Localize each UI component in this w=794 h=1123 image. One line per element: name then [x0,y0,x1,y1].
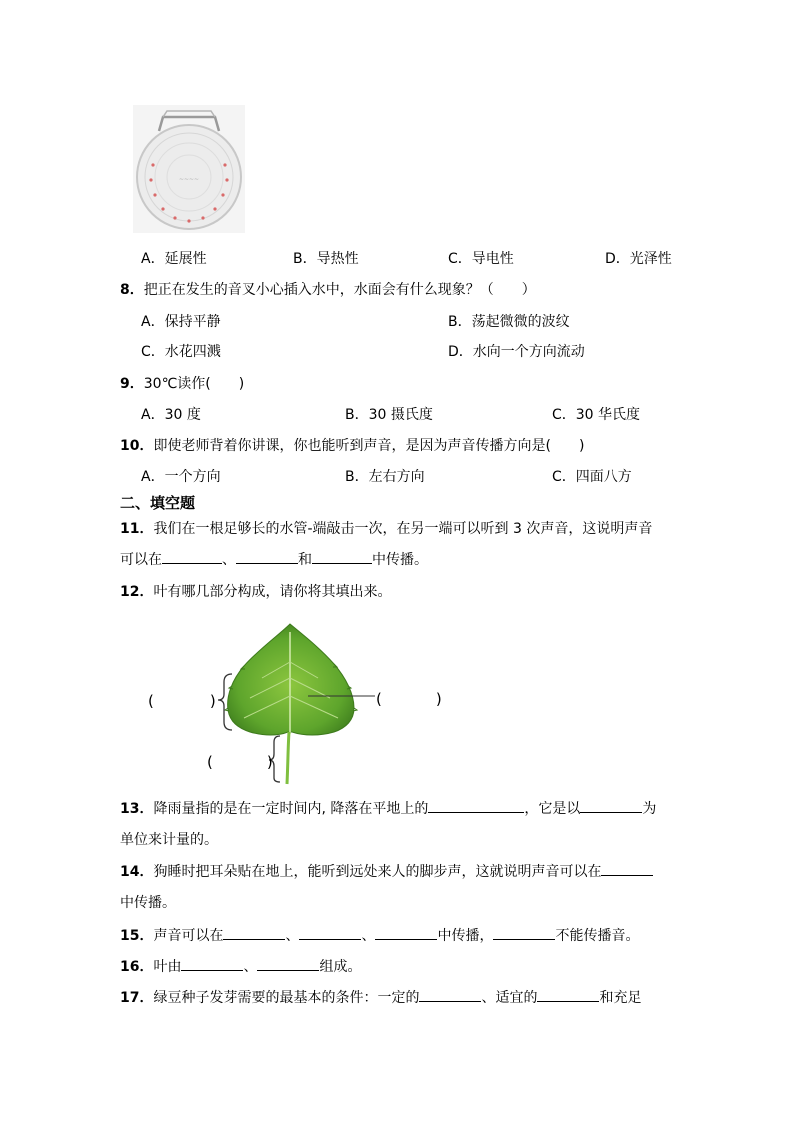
q9-option-a[interactable]: A．30 度 [141,407,201,423]
question-14-line2: 中传播。 [120,895,176,911]
q7-option-a[interactable]: A．延展性 [141,251,207,267]
answer-blank[interactable] [580,798,642,813]
question-11 [120,518,652,538]
section-title: 二、填空题 [120,494,196,512]
plate-image [133,105,245,233]
question-13-line2: 单位来计量的。 [120,832,218,848]
question-text: ，它是以 [524,801,581,817]
q10-option-c[interactable]: C．四面八方 [552,469,632,485]
blade-label-blank[interactable]: ( ) [148,692,216,710]
q8-option-b[interactable]: B．荡起微微的波纹 [448,314,570,330]
answer-blank[interactable] [162,549,222,564]
question-text: 30℃读作( ) [143,376,245,392]
question-text: 组成。 [319,959,362,975]
question-10 [120,435,584,455]
question-text: 绿豆种子发芽需要的最基本的条件：一定的 [153,990,420,1006]
question-number: 17． [120,990,154,1006]
answer-blank[interactable] [257,956,319,971]
question-text: 把正在发生的音叉小心插入水中，水面会有什么现象？（ ） [143,282,536,298]
question-text: 狗睡时把耳朵贴在地上，能听到远处来人的脚步声，这就说明声音可以在 [153,864,602,880]
question-text: 可以在 [120,552,162,568]
question-text: 中传播。 [372,552,428,568]
q10-option-a[interactable]: A．一个方向 [141,469,221,485]
question-16 [120,956,361,976]
question-text: 降雨量指的是在一定时间内, 降落在平地上的 [153,801,429,817]
question-text: 和充足 [599,990,642,1006]
question-8 [120,279,536,299]
answer-blank[interactable] [601,861,653,876]
question-number: 12． [120,584,154,600]
separator: 、 [285,928,300,944]
q7-option-b[interactable]: B．导热性 [293,251,359,267]
question-text: 声音可以在 [153,928,224,944]
answer-blank[interactable] [537,987,599,1002]
separator: 、 [222,552,236,568]
question-text: 、适宜的 [481,990,538,1006]
question-text: 叶有哪几部分构成，请你将其填出来。 [153,584,392,600]
question-11-line2 [120,549,428,569]
question-number: 14． [120,864,154,880]
answer-blank[interactable] [299,925,361,940]
question-number: 13． [120,801,154,817]
question-12 [120,581,391,601]
separator: 、 [243,959,258,975]
question-number: 15． [120,928,154,944]
q8-option-d[interactable]: D．水向一个方向流动 [448,344,585,360]
answer-blank[interactable] [181,956,243,971]
separator: 和 [298,552,312,568]
answer-blank[interactable] [375,925,437,940]
separator: 、 [361,928,376,944]
answer-blank[interactable] [236,549,298,564]
question-text: 叶由 [153,959,182,975]
question-number: 11． [120,521,154,537]
question-13 [120,798,656,818]
question-number: 9． [120,376,144,392]
question-17 [120,987,641,1007]
question-number: 10． [120,438,154,454]
answer-blank[interactable] [493,925,555,940]
q10-option-b[interactable]: B．左右方向 [345,469,425,485]
answer-blank[interactable] [419,987,481,1002]
q9-option-c[interactable]: C．30 华氏度 [552,407,641,423]
question-text: 我们在一根足够长的水管-端敲击一次，在另一端可以听到 3 次声音，这说明声音 [153,521,653,537]
question-text: 不能传播音。 [555,928,640,944]
question-number: 8． [120,282,144,298]
q9-option-b[interactable]: B．30 摄氏度 [345,407,433,423]
question-text: 中传播， [437,928,494,944]
answer-blank[interactable] [312,549,372,564]
question-9 [120,373,244,393]
answer-blank[interactable] [428,798,524,813]
question-number: 16． [120,959,154,975]
svg-text:~~~~: ~~~~ [178,176,200,183]
q8-option-c[interactable]: C．水花四溅 [141,344,221,360]
q8-option-a[interactable]: A．保持平静 [141,314,221,330]
question-text: 为 [642,801,657,817]
vein-label-blank[interactable]: ( ) [376,690,442,708]
question-text: 即使老师背着你讲课，你也能听到声音，是因为声音传播方向是( ) [153,438,585,454]
answer-blank[interactable] [223,925,285,940]
q7-option-d[interactable]: D．光泽性 [605,251,672,267]
question-14 [120,861,653,881]
question-15 [120,925,639,945]
petiole-label-blank[interactable]: ( ) [207,753,273,771]
q7-option-c[interactable]: C．导电性 [448,251,514,267]
